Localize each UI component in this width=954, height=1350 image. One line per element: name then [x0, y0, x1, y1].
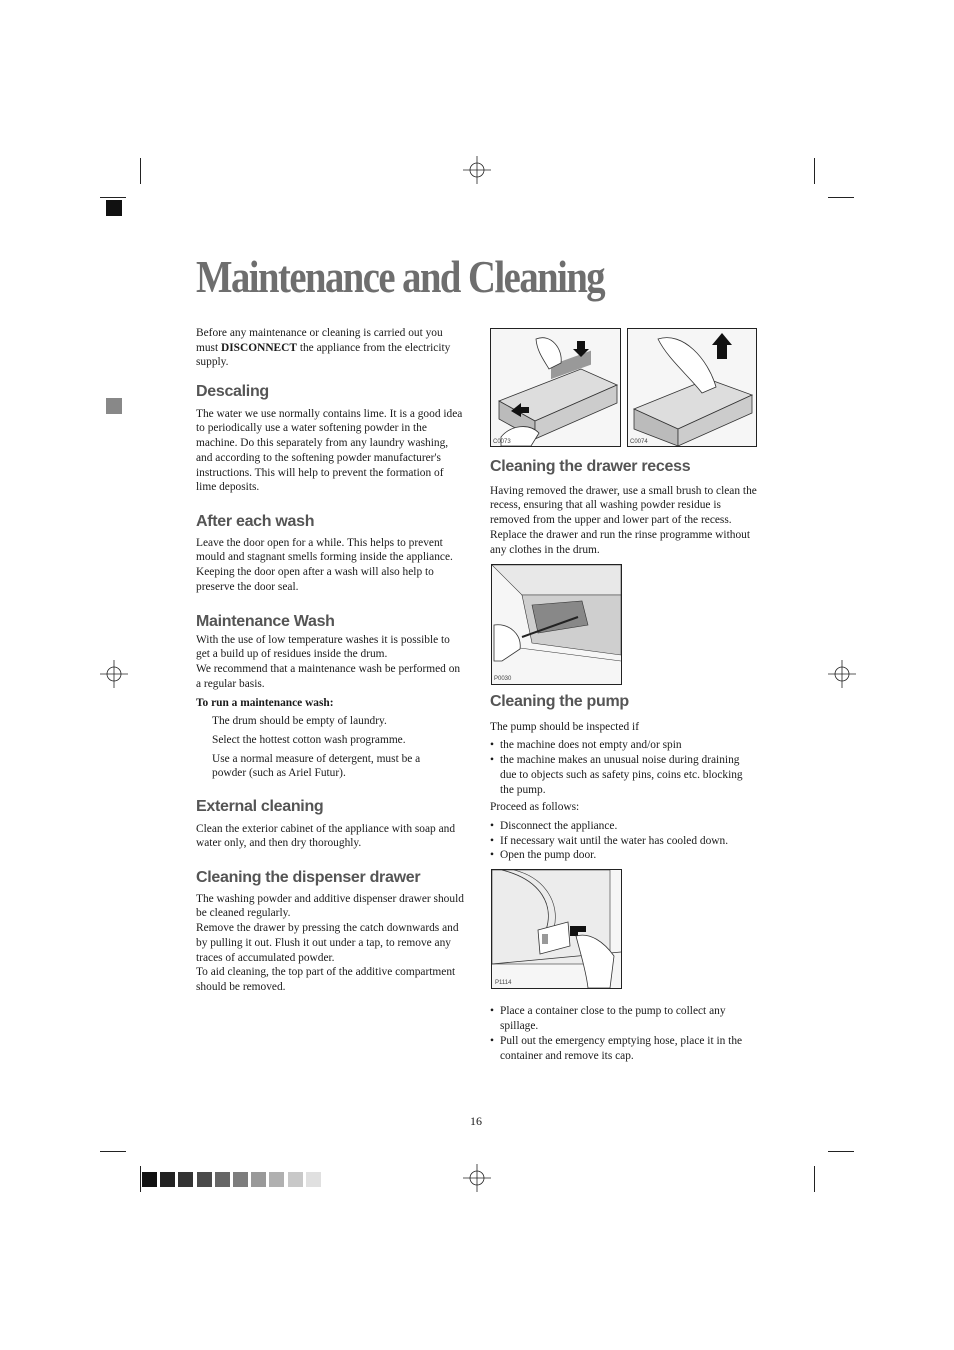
- pump-conditions-list: [490, 738, 758, 797]
- figure-code: C0074: [630, 439, 648, 445]
- maintenance-text-1: With the use of low temperature washes it is possible to get a build up of residues inside the drum.: [196, 633, 450, 661]
- dispenser-text-3: To aid cleaning, the top part of the additive compartment should be removed.: [196, 966, 456, 993]
- intro-text: Before any maintenance or cleaning is carried out you must: [196, 327, 443, 354]
- pump-steps-list-2: [490, 1004, 758, 1064]
- calibration-swatch: [251, 1172, 266, 1187]
- maintenance-step: Select the hottest cotton wash programme.: [212, 733, 406, 746]
- figure-drawer-compartment: [627, 328, 757, 447]
- marker-square-black: [106, 200, 122, 216]
- calibration-swatch: [288, 1172, 303, 1187]
- dispenser-text-2: Remove the drawer by pressing the catch downwards and by pulling it out. Flush it out under a tap, to remove any traces of accumulated powder.: [196, 922, 459, 964]
- crop-mark: [100, 1151, 126, 1152]
- crop-mark: [140, 158, 141, 184]
- calibration-swatch: [306, 1172, 321, 1187]
- intro-text-end: the appliance from the electricity supply.: [196, 341, 451, 369]
- external-text: Clean the exterior cabinet of the appliance with soap and water only, and then dry thoroughly.: [196, 822, 456, 850]
- registration-mark-icon: [100, 660, 128, 688]
- pump-door-illustration: [492, 870, 621, 988]
- list-item: • Disconnect the appliance.: [490, 819, 758, 834]
- section-external-cleaning: [196, 800, 464, 851]
- list-item: • the machine makes an unusual noise during draining due to objects such as safety pins, coins etc. blocking the pump.: [490, 753, 758, 797]
- list-item: • If necessary wait until the water has cooled down.: [490, 834, 758, 849]
- calibration-swatch: [142, 1172, 157, 1187]
- pump-steps-list: [490, 819, 758, 863]
- pump-proceed: Proceed as follows:: [490, 801, 580, 814]
- maintenance-step: The drum should be empty of laundry.: [212, 715, 387, 728]
- figure-code: P0030: [494, 676, 512, 682]
- list-item: • Place a container close to the pump to collect any spillage.: [490, 1004, 758, 1033]
- registration-mark-icon: [828, 660, 856, 688]
- list-item: • Open the pump door.: [490, 848, 758, 863]
- calibration-swatch: [269, 1172, 284, 1187]
- heading-dispenser-drawer: Cleaning the dispenser drawer: [196, 869, 421, 886]
- maintenance-text-2: We recommend that a maintenance wash be performed on a regular basis.: [196, 663, 461, 690]
- figure-pump-door: [491, 869, 622, 989]
- intro-bold: DISCONNECT: [221, 341, 297, 354]
- recess-brush-illustration: [492, 565, 621, 684]
- drawer-removal-illustration: [491, 329, 620, 446]
- section-after-wash: [196, 515, 464, 595]
- dispenser-text-1: The washing powder and additive dispenser drawer should be cleaned regularly.: [196, 892, 464, 920]
- calibration-swatch: [178, 1172, 193, 1187]
- calibration-swatch: [215, 1172, 230, 1187]
- crop-mark: [828, 197, 854, 198]
- heading-after-wash: After each wash: [196, 513, 315, 530]
- intro-paragraph: [196, 326, 464, 370]
- registration-mark-icon: [463, 1164, 491, 1192]
- heading-external-cleaning: External cleaning: [196, 798, 324, 815]
- page-title: Maintenance and Cleaning: [196, 251, 605, 302]
- after-wash-text: Leave the door open for a while. This helps to prevent mould and stagnant smells forming inside the appliance. Keeping the door open after a wash will also help to preserve the door seal.: [196, 536, 453, 593]
- drawer-compartment-illustration: [628, 329, 756, 446]
- calibration-swatch: [197, 1172, 212, 1187]
- heading-pump: Cleaning the pump: [490, 693, 629, 710]
- heading-descaling: Descaling: [196, 383, 269, 400]
- pump-intro: The pump should be inspected if: [490, 720, 639, 733]
- crop-mark: [814, 158, 815, 184]
- figure-drawer-removal: [490, 328, 621, 447]
- figure-code: P1114: [495, 980, 512, 986]
- calibration-swatch: [233, 1172, 248, 1187]
- figure-code: C0073: [493, 439, 511, 445]
- maintenance-step: Use a normal measure of detergent, must be a powder (such as Ariel Futur).: [212, 752, 421, 780]
- heading-drawer-recess: Cleaning the drawer recess: [490, 458, 691, 475]
- marker-square-gray: [106, 398, 122, 414]
- section-pump: [490, 695, 758, 863]
- pump-steps-continued: [490, 1004, 758, 1064]
- section-maintenance-wash: [196, 615, 464, 781]
- calibration-swatch: [160, 1172, 175, 1187]
- heading-maintenance-wash: Maintenance Wash: [196, 613, 335, 630]
- section-descaling: [196, 385, 464, 495]
- crop-mark: [100, 197, 126, 198]
- section-drawer-recess: [490, 460, 758, 557]
- section-dispenser-drawer: [196, 871, 464, 995]
- list-item: • Pull out the emergency emptying hose, place it in the container and remove its cap.: [490, 1034, 758, 1063]
- registration-mark-icon: [463, 156, 491, 184]
- descaling-text: The water we use normally contains lime. It is a good idea to periodically use a water softening powder in the machine. Do this separately from any laundry washing, and according to the softening powder manufacturer's instructions. This will help to prevent the formation of lime deposits.: [196, 407, 463, 494]
- crop-mark: [814, 1166, 815, 1192]
- figure-recess-brush: [491, 564, 622, 685]
- recess-text: Having removed the drawer, use a small brush to clean the recess, ensuring that all washing powder residue is removed from the upper and lower part of the recess. Replace the drawer and run the rinse programme without any clothes in the drum.: [490, 484, 757, 556]
- page-number: 16: [470, 1114, 482, 1128]
- crop-mark: [828, 1151, 854, 1152]
- crop-mark: [140, 1166, 141, 1192]
- list-item: • the machine does not empty and/or spin: [490, 738, 758, 753]
- maintenance-run-label: To run a maintenance wash:: [196, 696, 334, 709]
